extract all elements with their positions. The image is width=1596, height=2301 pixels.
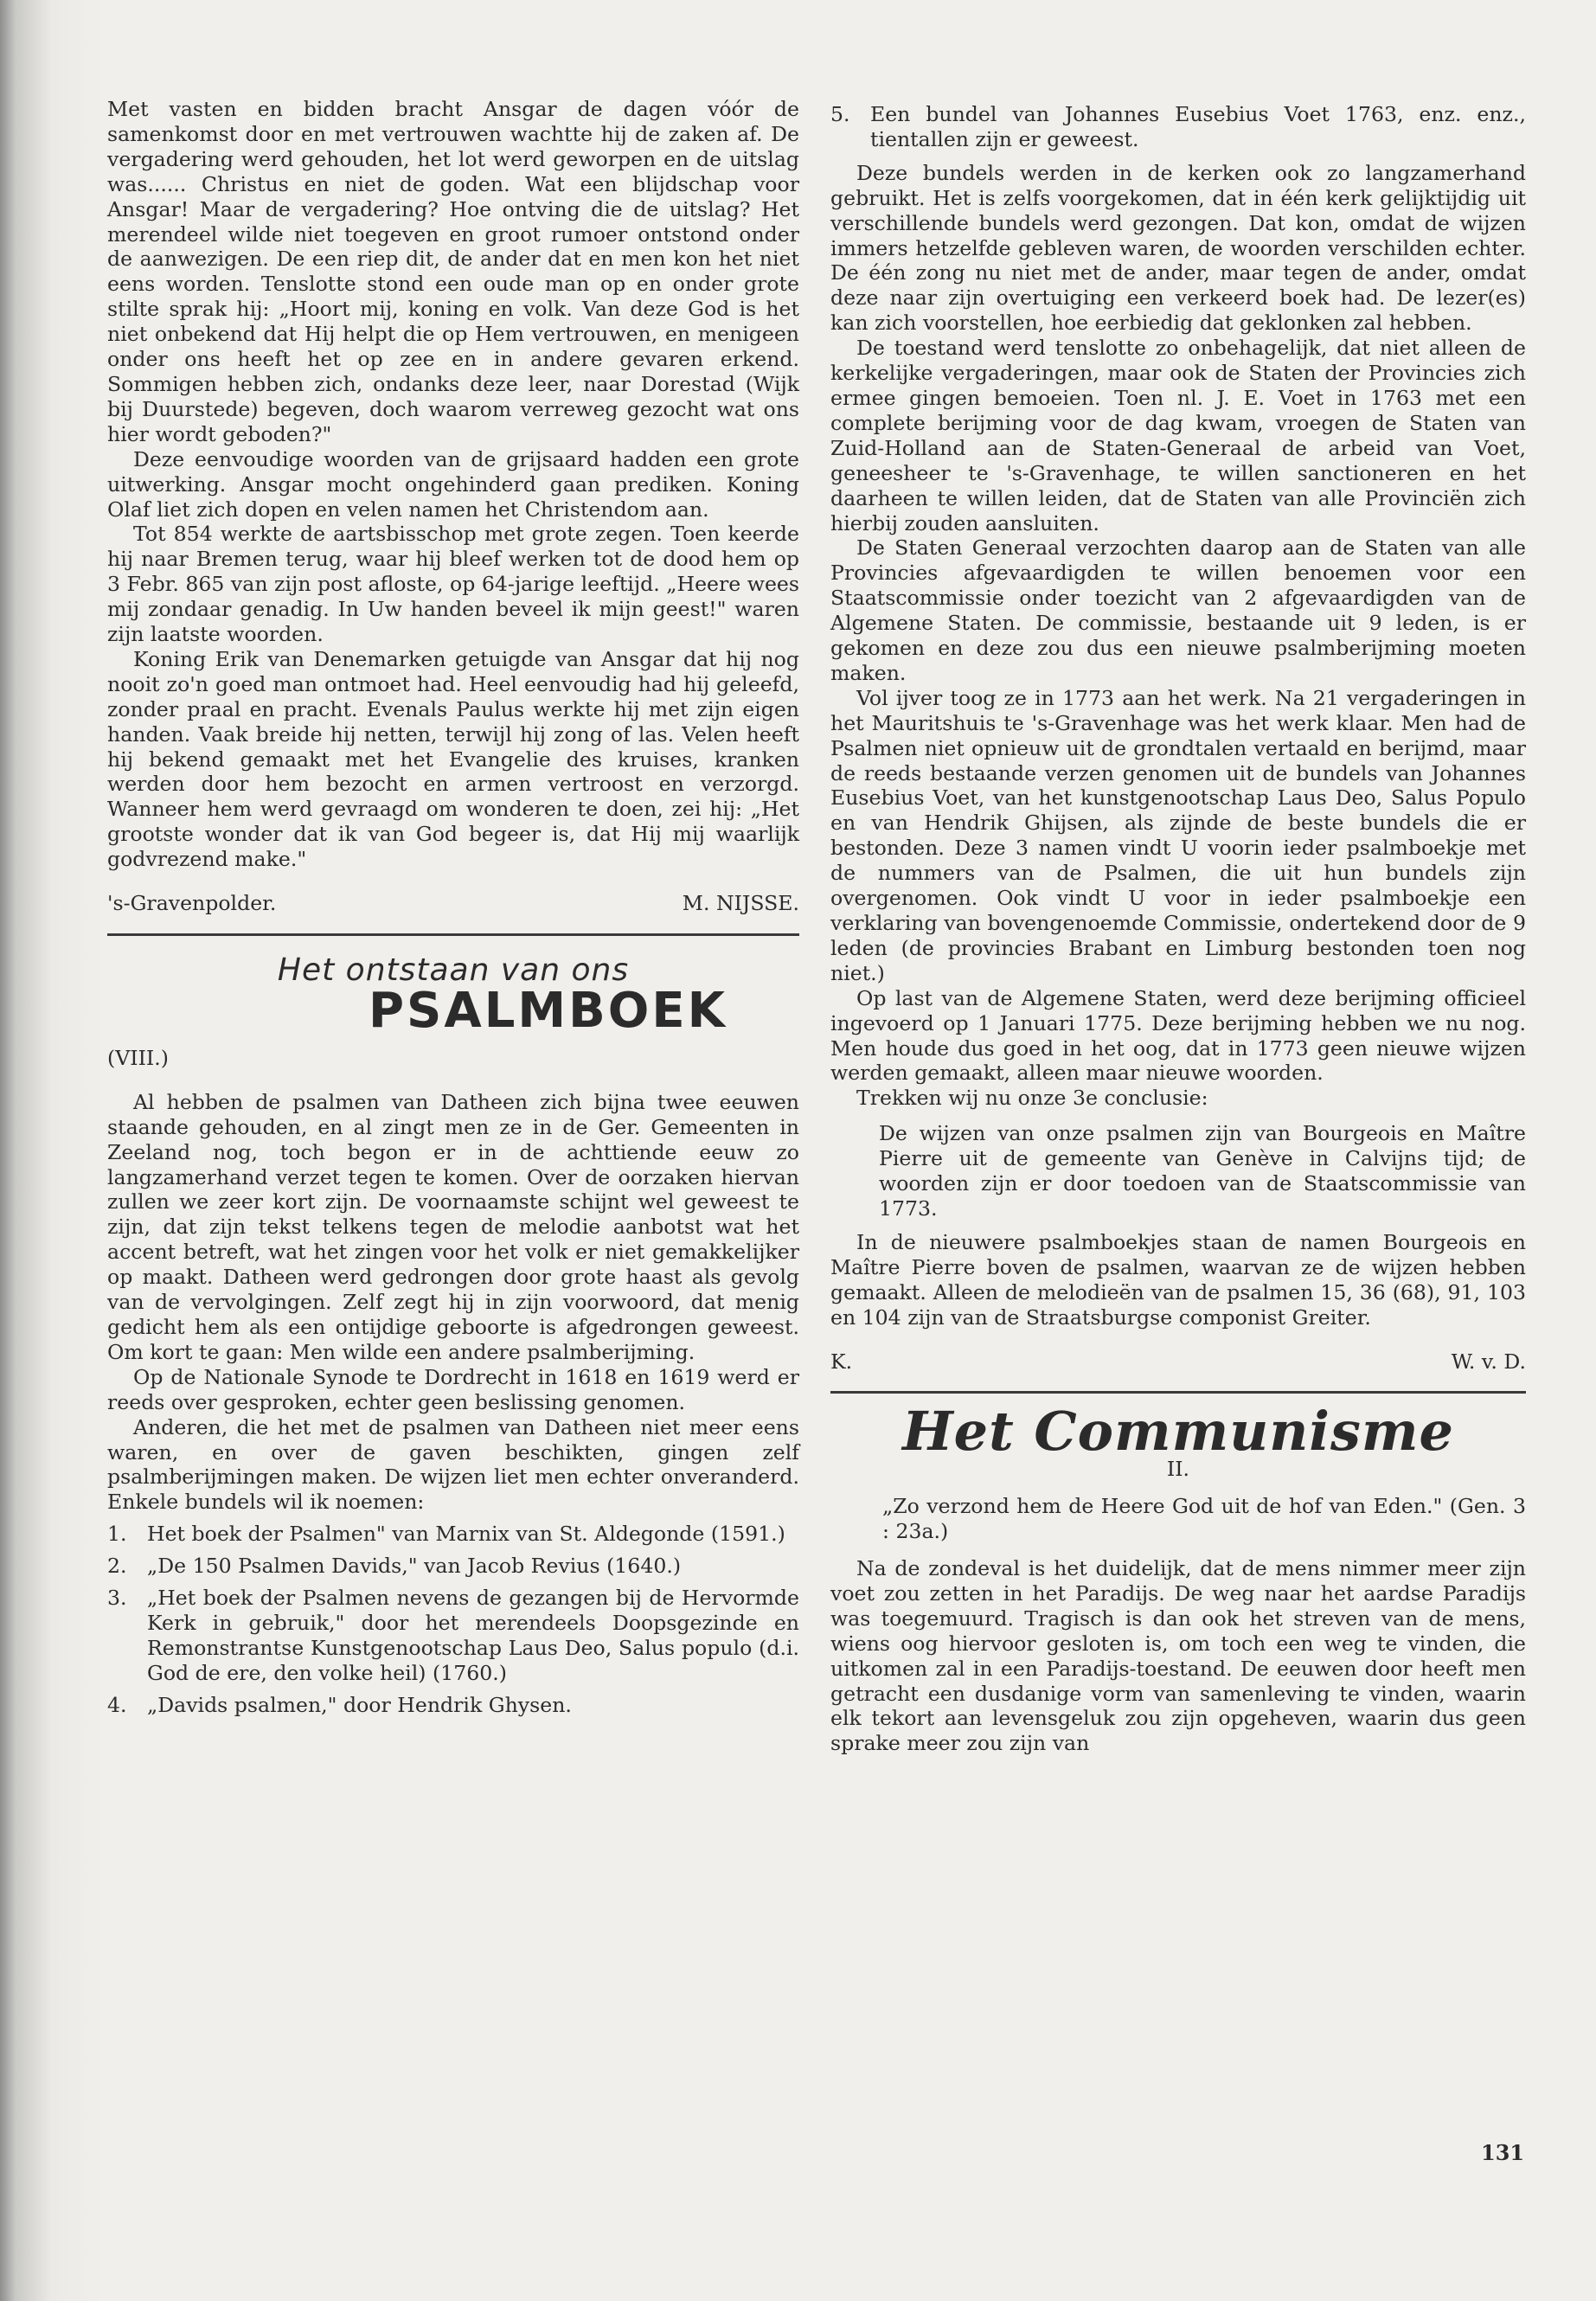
list-number: 1. [107,1522,127,1547]
list-item [107,1586,799,1686]
paragraph: Anderen, die het met de psalmen van Datheen niet meer eens waren, en over de gaven beschikten, gingen zelf psalmberijmingen maken. De wijzen liet men echter onveranderd. Enkele bundels wil ik noemen: [107,1414,799,1515]
list-item [107,1693,799,1718]
list-text: Het boek der Psalmen" van Marnix van St. Aldegonde (1591.) [147,1522,785,1547]
paragraph: Met vasten en bidden bracht Ansgar de dagen vóór de samenkomst door en met vertrouwen wachtte hij de zaken af. De vergadering werd gehouden, het lot werd geworpen en de uitslag was...... Christus en niet de goden. Wat een blijdschap voor Ansgar! Maar de vergadering? Hoe ontving die de uitslag? Het merendeel wilde niet toegeven en groot rumoer ontstond onder de aanwezigen. De een riep dit, de ander dat en men kon het niet eens worden. Tenslotte stond een oude man op en onder grote stilte sprak hij: „Hoort mij, koning en volk. Van deze God is het niet onbekend dat Hij helpt die op Hem vertrouwen, en menigeen onder ons heeft het op zee en in andere gevaren erkend. Sommigen hebben zich, ondanks deze leer, naar Dorestad (Wijk bij Duurstede) begeven, doch waarom verreweg gezocht wat ons hier wordt geboden?" [107,97,799,446]
left-column [107,97,799,1718]
signature-place: 's-Gravenpolder. [107,891,277,916]
list-text: „Het boek der Psalmen nevens de gezangen bij de Hervormde Kerk in gebruik," door het merendeels Doopsgezinde en Remonstrantse Kunstgenootschap Laus Deo, Salus populo (d.i. God de ere, den volke heil) (1760.) [147,1586,799,1685]
list-text: „Davids psalmen," door Hendrik Ghysen. [147,1692,572,1717]
signature-author: M. NIJSSE. [682,891,799,916]
list-number: 5. [830,102,850,126]
list-number: 4. [107,1692,127,1717]
list-item [830,102,1526,152]
section-divider [830,1391,1526,1394]
paragraph: In de nieuwere psalmboekjes staan de namen Bourgeois en Maître Pierre boven de psalmen, waarvan ze de wijzen hebben gemaakt. Alleen de melodieën van de psalmen 15, 36 (68), 91, 103 en 104 zijn van de Straatsburgse componist Greiter. [830,1229,1526,1330]
paragraph: Na de zondeval is het duidelijk, dat de mens nimmer meer zijn voet zou zetten in het Paradijs. De weg naar het aardse Paradijs was toegemuurd. Tragisch is dan ook het streven van de mens, wiens oog hiervoor gesloten is, om toch een weg te vinden, die uitkomen zal in een Paradijs-toestand. De eeuwen door heeft men getracht een dusdanige vorm van samenleving te vinden, waarin elk tekort aan levensgeluk zou zijn opgeheven, waarin dus geen sprake meer zou zijn van [830,1556,1526,1756]
bible-quote: „Zo verzond hem de Heere God uit de hof van Eden." (Gen. 3 : 23a.) [882,1494,1526,1544]
bundle-list [107,1522,799,1717]
paragraph: Op de Nationale Synode te Dordrecht in 1618 en 1619 werd er reeds over gesproken, echter geen beslissing genomen. [107,1364,799,1414]
paragraph: Tot 854 werkte de aartsbisschop met grote zegen. Toen keerde hij naar Bremen terug, waar hij bleef werken tot de dood hem op 3 Febr. 865 van zijn post afloste, op 64-jarige leeftijd. „Heere wees mij zondaar genadig. In Uw handen beveel ik mijn geest!" waren zijn laatste woorden. [107,522,799,647]
article-part-number: (VIII.) [107,1045,169,1070]
signature-author: W. v. D. [1451,1349,1526,1374]
paragraph: Vol ijver toog ze in 1773 aan het werk. Na 21 vergaderingen in het Mauritshuis te 's-Gravenhage was het werk klaar. Men had de Psalmen niet opnieuw uit de grondtalen vertaald en berijmd, maar de reeds bestaande verzen genomen uit de bundels van Johannes Eusebius Voet, van het kunstgenootschap Laus Deo, Salus Populo en van Hendrik Ghijsen, als zijnde de beste bundels die er bestonden. Deze 3 namen vindt U voorin ieder psalmboekje met de nummers van de Psalmen, die uit hun bundels zijn overgenomen. Ook vindt U voor in ieder psalmboekje een verklaring van bovengenoemde Commissie, ondertekend door de 9 leden (de provincies Brabant en Limburg bestonden toen nog niet.) [830,685,1526,985]
right-column [830,102,1526,1756]
paragraph: Deze bundels werden in de kerken ook zo langzamerhand gebruikt. Het is zelfs voorgekomen, dat in één kerk gelijktijdig uit verschillende bundels werd gezongen. Dat kon, omdat de wijzen immers hetzelfde gebleven waren, de woorden verschilden echter. De één zong nu niet met de ander, maar tegen de ander, omdat deze naar zijn overtuiging een verkeerd boek had. De lezer(es) kan zich voorstellen, hoe eerbiedig dat geklonken zal hebben. [830,160,1526,336]
signature-line [830,1349,1526,1375]
article-part-number: II. [1166,1457,1190,1482]
list-number: 2. [107,1554,127,1579]
paragraph: Op last van de Algemene Staten, werd deze berijming officieel ingevoerd op 1 Januari 1775. Deze berijming hebben we nu nog. Men houde dus goed in het oog, dat in 1773 geen nieuwe wijzen werden gemaakt, alleen maar nieuwe woorden. [830,985,1526,1086]
conclusion-block: De wijzen van onze psalmen zijn van Bourgeois en Maître Pierre uit de gemeente van Genève in Calvijns tijd; de woorden zijn er door toedoen van de Staatscommissie van 1773. [879,1121,1526,1221]
page-number: 131 [1481,2140,1525,2165]
paragraph: Deze eenvoudige woorden van de grijsaard hadden een grote uitwerking. Ansgar mocht ongehinderd gaan prediken. Koning Olaf liet zich dopen en velen namen het Christendom aan. [107,446,799,522]
list-item [107,1522,799,1547]
paragraph: De Staten Generaal verzochten daarop aan de Staten van alle Provincies afgevaardigden te willen benoemen voor een Staatscommissie onder toezicht van 2 afgevaardigden van de Algemene Staten. De commissie, bestaande uit 9 leden, is er gekomen en deze zou dus een nieuwe psalmberijming moeten maken. [830,535,1526,685]
list-number: 3. [107,1586,127,1611]
article-heading-title: PSALMBOEK [369,982,728,1039]
bundle-list-continued [830,102,1526,152]
paragraph: De toestand werd tenslotte zo onbehagelijk, dat niet alleen de kerkelijke vergaderingen, maar ook de Staten der Provincies zich ermee gingen bemoeien. Toen nl. J. E. Voet in 1763 met een complete berijming voor de dag kwam, vroegen de Staten van Zuid-Holland aan de Staten-Generaal de arbeid van Voet, geneesheer te 's-Gravenhage, te willen sanctioneren en het daarheen te willen leiden, dat de Staten van alle Provinciën zich hierbij zouden aansluiten. [830,336,1526,535]
article-heading-kicker: Het ontstaan van ons [277,952,630,988]
paragraph: Al hebben de psalmen van Datheen zich bijna twee eeuwen staande gehouden, en al zingt men ze in de Ger. Gemeenten in Zeeland nog, toch begon er in de achttiende eeuw zo langzamerhand verzet tegen te komen. Over de oorzaken hiervan zullen we zeer kort zijn. De voornaamste schijnt wel geweest te zijn, dat zijn tekst telkens tegen de melodie aanbotst wat het accent betreft, wat het zingen voor het volk er niet gemakkelijker op maakt. Datheen werd gedrongen door grote haast als gevolg van de vervolgingen. Zelf zegt hij in zijn voorwoord, dat menig gedicht hem als een ontijdige geboorte is afgedrongen geweest. Om kort te gaan: Men wilde een andere psalmberijming. [107,1089,799,1364]
paragraph: Trekken wij nu onze 3e conclusie: [856,1086,1208,1111]
signature-line [107,891,799,916]
paragraph: Koning Erik van Denemarken getuigde van Ansgar dat hij nog nooit zo'n goed man ontmoet had. Heel eenvoudig had hij geleefd, zonder praal en pracht. Evenals Paulus werkte hij met zijn eigen handen. Vaak breide hij netten, terwijl hij zong of las. Velen heeft hij bekend gemaakt met het Evangelie des kruises, kranken werden door hem bezocht en armen vertroost en verzorgd. Wanneer hem werd gevraagd om wonderen te doen, zei hij: „Het grootste wonder dat ik van God begeer is, dat Hij mij waarlijk godvrezend make." [107,646,799,872]
signature-initial: K. [830,1349,853,1374]
list-text: Een bundel van Johannes Eusebius Voet 1763, enz. enz., tientallen zijn er geweest. [870,102,1526,151]
article-heading-title: Het Communisme [902,1400,1454,1464]
section-divider [107,933,799,936]
list-item [107,1554,799,1579]
list-text: „De 150 Psalmen Davids," van Jacob Revius (1640.) [147,1554,682,1579]
